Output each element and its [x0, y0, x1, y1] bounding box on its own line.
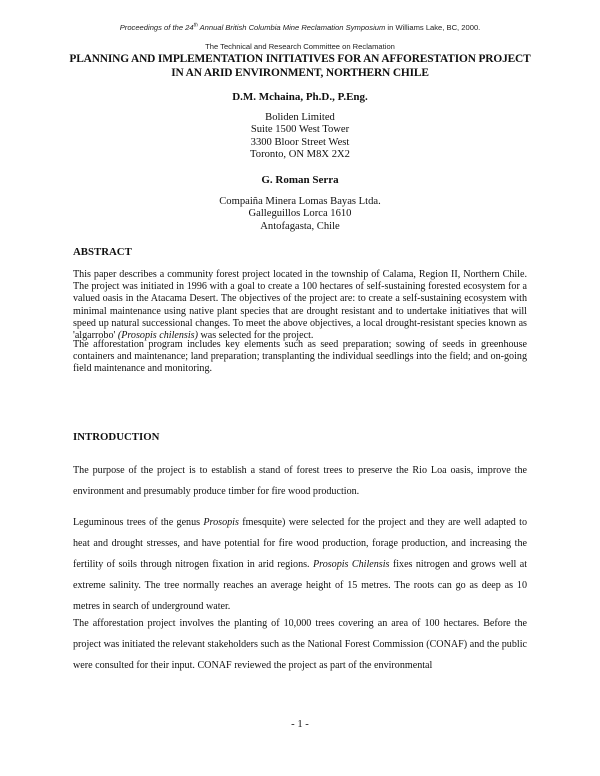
intro-paragraph-1: The purpose of the project is to establish a stand of forest trees to preserve the Rio Loa oasis, improve the environment and presumably produce timber for fire wood production. — [73, 465, 527, 497]
author-2-affiliation: Compaiña Minera Lomas Bayas Ltda. Galleguillos Lorca 1610 Antofagasta, Chile — [219, 196, 381, 232]
introduction-heading: INTRODUCTION — [73, 431, 160, 443]
paper-title — [0, 52, 600, 80]
abstract-heading: ABSTRACT — [73, 246, 132, 258]
intro-paragraph-3: The afforestation project involves the planting of 10,000 trees covering an area of 100 hectares. Before the project was initiated the relevant stakeholders such as the National Forest Commission (CONAF) and the public were consulted for their input. CONAF reviewed the project as part of the environmental — [73, 618, 527, 671]
author-2-name: G. Roman Serra — [261, 174, 339, 186]
author-1-affiliation: Boliden Limited Suite 1500 West Tower 3300 Bloor Street West Toronto, ON M8X 2X2 — [250, 112, 350, 161]
proceedings-header: Proceedings of the 24th Annual British Columbia Mine Reclamation Symposium in Williams Lake, BC, 2000. — [119, 22, 481, 32]
page-number: - 1 - — [291, 719, 309, 730]
abstract-paragraph-1: This paper describes a community forest project located in the township of Calama, Region II, Northern Chile. The project was initiated in 1996 with a goal to create a 100 hectares of self-sustaining forested ecosystem for a valued oasis in the Atacama Desert. The objectives of the project are: to create a self-sustaining ecosystem with minimal maintenance using native plant species that are drought resistant and to undertake initiatives that will speed up natural successional changes. To meet the above objectives, a local drought-resistant species known as 'algarrobo' (Prosopis chilensis) was selected for the project. — [73, 269, 527, 342]
committee-header: The Technical and Research Committee on Reclamation — [205, 42, 395, 51]
title-line-2: IN AN ARID ENVIRONMENT, NORTHERN CHILE — [171, 67, 429, 79]
title-line-1: PLANNING AND IMPLEMENTATION INITIATIVES FOR AN AFFORESTATION PROJECT — [69, 53, 531, 65]
author-1-name: D.M. Mchaina, Ph.D., P.Eng. — [232, 91, 368, 103]
intro-paragraph-2: Leguminous trees of the genus Prosopis fmesquite) were selected for the project and they are well adapted to heat and drought stresses, and have potential for fire wood production, forage production, and increasing the fertility of soils through nitrogen fixation in arid regions. Prosopis Chilensis fixes nitrogen and grows well at extreme salinity. The tree normally reaches an average height of 15 metres. The roots can go as deep as 10 metres in search of underground water. — [73, 517, 528, 612]
abstract-paragraph-2: The afforestation program includes key elements such as seed preparation; sowing of seeds in greenhouse containers and maintenance; land preparation; transplanting the individual seedlings into the field; and on-going field maintenance and monitoring. — [73, 339, 527, 375]
